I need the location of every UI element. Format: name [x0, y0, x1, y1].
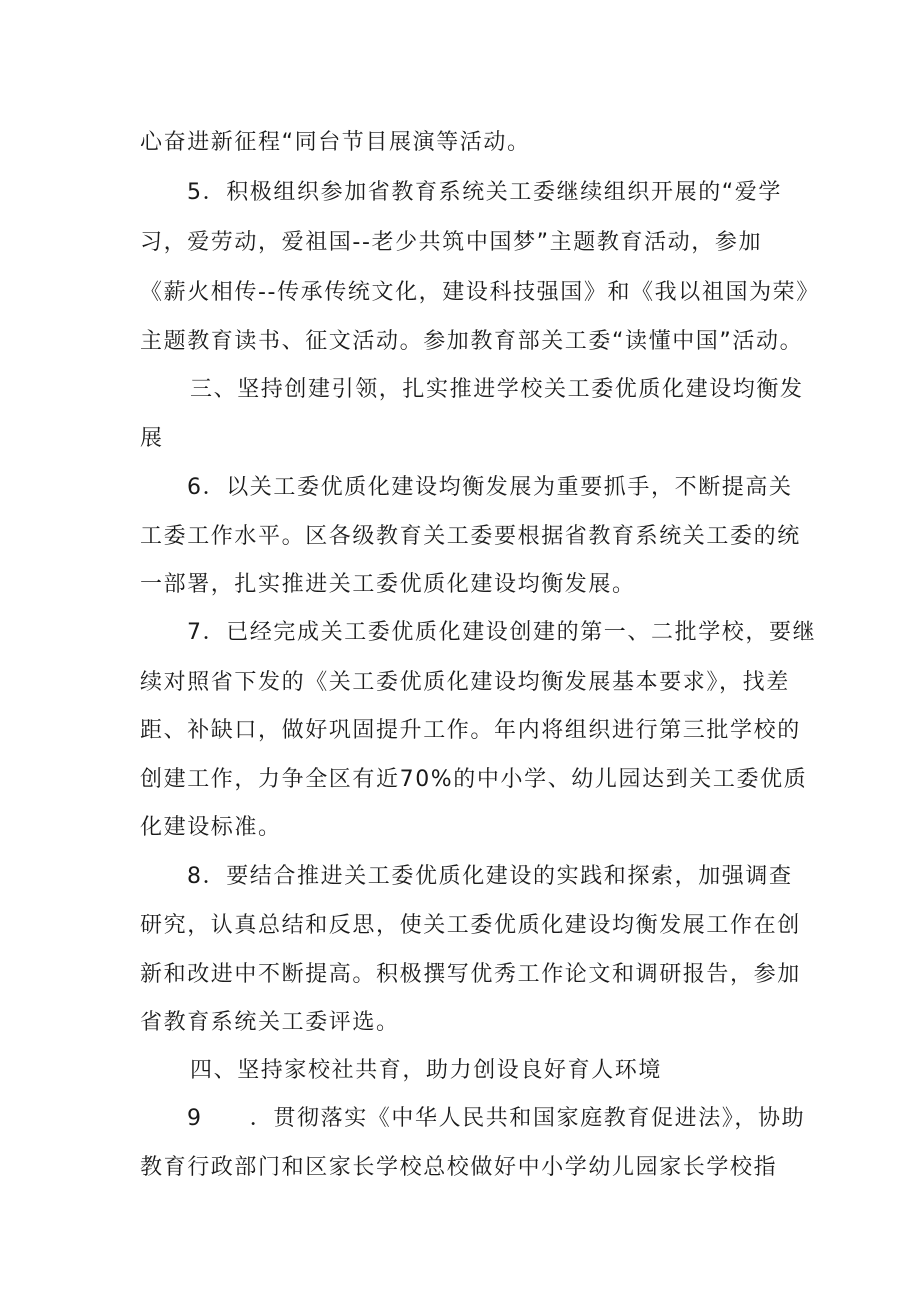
text-line: 省教育系统关工委评选。	[140, 1010, 400, 1035]
text-line: 一部署，扎实推进关工委优质化建设均衡发展。	[140, 572, 636, 597]
text-line: 新和改进中不断提高。积极撰写优秀工作论文和调研报告，参加	[140, 962, 801, 987]
text-line: 创建工作，力争全区有近70%的中小学、幼儿园达到关工委优质	[140, 767, 808, 792]
text-line: 续对照省下发的《关工委优质化建设均衡发展基本要求》，找差	[140, 670, 790, 695]
text-line: 教育行政部门和区家长学校总校做好中小学幼儿园家长学校指	[140, 1155, 778, 1180]
text-line: 距、补缺口，做好巩固提升工作。年内将组织进行第三批学校的	[140, 718, 801, 743]
text-line: 研究，认真总结和反思，使关工委优质化建设均衡发展工作在创	[140, 913, 801, 938]
text-line: 习，爱劳动，爱祖国--老少共筑中国梦”主题教育活动，参加	[140, 230, 763, 255]
text-line: 化建设标准。	[140, 815, 282, 840]
text-line: 心奋进新征程“同台节目展演等活动。	[140, 130, 531, 155]
paragraph-7-line: 7．已经完成关工委优质化建设创建的第一、二批学校，要继	[187, 620, 817, 645]
section-heading-3: 三、坚持创建引领，扎实推进学校关工委优质化建设均衡发	[190, 377, 804, 402]
text-line: 工委工作水平。区各级教育关工委要根据省教育系统关工委的统	[140, 524, 801, 549]
paragraph-6-line: 6．以关工委优质化建设均衡发展为重要抓手，不断提高关	[187, 475, 793, 500]
section-heading-3-cont: 展	[140, 426, 164, 451]
paragraph-9-line: 9 ．贯彻落实《中华人民共和国家庭教育促进法》，协助	[187, 1106, 806, 1131]
section-heading-4: 四、坚持家校社共育，助力创设良好育人环境	[190, 1058, 663, 1083]
paragraph-5-line: 5．积极组织参加省教育系统关工委继续组织开展的“爱学	[187, 180, 782, 205]
paragraph-8-line: 8．要结合推进关工委优质化建设的实践和探索，加强调查	[187, 864, 793, 889]
text-line: 主题教育读书、征文活动。参加教育部关工委“读懂中国”活动。	[140, 329, 804, 354]
text-line: 《薪火相传--传承传统文化，建设科技强国》和《我以祖国为荣》	[140, 280, 820, 305]
